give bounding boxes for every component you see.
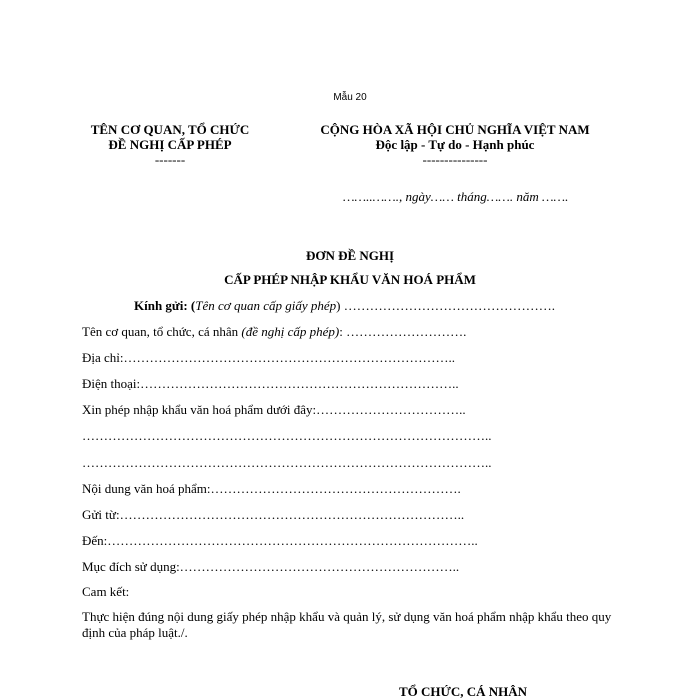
purpose-field: Mục đích sử dụng:……………………………………………………….. xyxy=(82,559,460,574)
applicant-dots: : ………………………. xyxy=(339,324,467,339)
signer-title: TỔ CHỨC, CÁ NHÂN xyxy=(399,684,528,699)
document-subtitle: CẤP PHÉP NHẬP KHẨU VĂN HOÁ PHẨM xyxy=(224,272,476,287)
national-header xyxy=(270,122,640,167)
addressee-label: Kính gửi: ( xyxy=(134,298,196,313)
commitment-text: Thực hiện đúng nội dung giấy phép nhập khẩu và quản lý, sử dụng văn hoá phẩm nhập khẩu theo quy định của pháp luật./. xyxy=(82,609,612,640)
addressee-dots: ) …………………………………………. xyxy=(336,298,555,313)
blank-line: ………………………………………………………………………………….. xyxy=(82,428,492,443)
from-field: Gửi từ:…………………………………………………………………….. xyxy=(82,507,465,522)
form-code: Mẫu 20 xyxy=(333,92,367,103)
organization-name: TÊN CƠ QUAN, TỔ CHỨC xyxy=(90,122,250,137)
organization-role: ĐỀ NGHỊ CẤP PHÉP xyxy=(108,137,232,152)
request-field: Xin phép nhập khẩu văn hoá phẩm dưới đây:…………………………….. xyxy=(82,402,466,417)
applicant-field xyxy=(82,324,466,340)
commitment-label: Cam kết: xyxy=(82,584,130,599)
date-line: ……..……., ngày…… tháng……. năm ……. xyxy=(343,189,569,204)
applicant-hint: (đề nghị cấp phép) xyxy=(241,324,340,339)
to-field: Đến:………………………………………………………………………….. xyxy=(82,533,478,548)
applicant-label: Tên cơ quan, tổ chức, cá nhân xyxy=(82,324,242,339)
national-motto: Độc lập - Tự do - Hạnh phúc xyxy=(375,137,535,152)
national-title: CỘNG HÒA XÃ HỘI CHỦ NGHĨA VIỆT NAM xyxy=(320,122,590,137)
content-field: Nội dung văn hoá phẩm:…………………………………………………. xyxy=(82,481,461,496)
organization-separator: ------- xyxy=(154,152,186,167)
phone-field: Điện thoại:……………………………………………………………….. xyxy=(82,376,459,391)
organization-header xyxy=(60,122,280,167)
addressee-line xyxy=(134,298,555,314)
address-field: Địa chỉ:………………………………………………………………….. xyxy=(82,350,456,365)
document-title: ĐƠN ĐỀ NGHỊ xyxy=(305,248,395,263)
national-separator: --------------- xyxy=(422,152,488,167)
blank-line: ………………………………………………………………………………….. xyxy=(82,455,492,470)
addressee-placeholder: Tên cơ quan cấp giấy phép xyxy=(195,298,337,313)
